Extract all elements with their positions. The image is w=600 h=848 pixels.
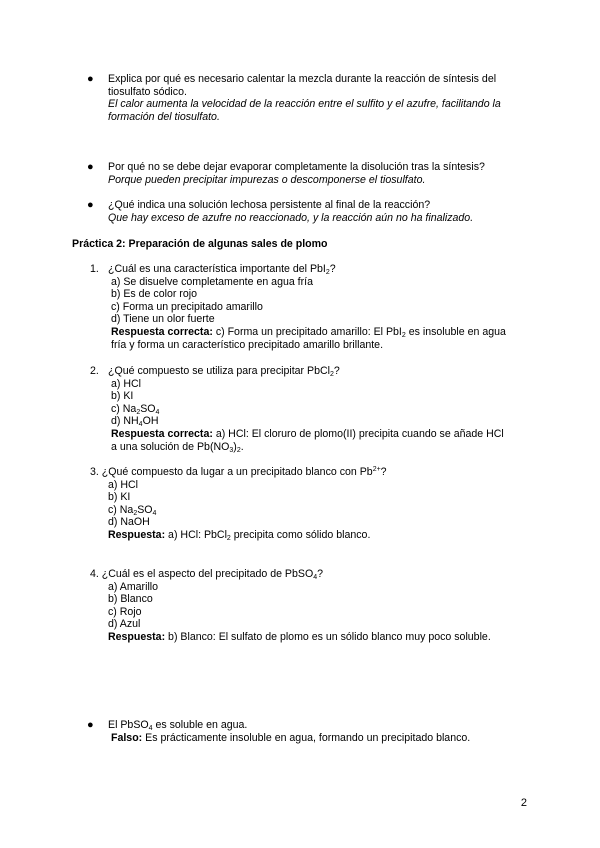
- question-text: ¿Qué compuesto se utiliza para precipitar PbCl$_2$?: [108, 365, 340, 378]
- question-text: 3. ¿Qué compuesto da lugar a un precipitado blanco con $Pb^{2+}$?: [90, 466, 387, 478]
- bullet-marker: ●: [87, 719, 94, 731]
- question-block: [90, 466, 387, 542]
- question-number: 1.: [90, 263, 99, 275]
- option: a) Se disuelve completamente en agua fría: [111, 275, 313, 288]
- option: b) Blanco: [108, 593, 153, 606]
- answer-continued: a una solución de $Pb(NO_3)_2$.: [111, 440, 244, 454]
- answer: Respuesta: a) HCl: PbCl$_2$ precipita como sólido blanco.: [108, 528, 371, 542]
- answer-continued: fría y forma un característico precipitado amarillo brillante.: [111, 338, 384, 351]
- option: d) Tiene un olor fuerte: [111, 313, 215, 326]
- answer: Respuesta: b) Blanco: El sulfato de plomo es un sólido blanco muy poco soluble.: [108, 630, 491, 643]
- question-line: tiosulfato sódico.: [108, 85, 187, 98]
- option: c) $Na_2SO_4$: [111, 402, 160, 416]
- bullet-marker: ●: [87, 199, 94, 211]
- answer-line: Porque pueden precipitar impurezas o descomponerse el tiosulfato.: [108, 173, 426, 186]
- question-line: Por qué no se debe dejar evaporar completamente la disolución tras la síntesis?: [108, 161, 485, 173]
- option: c) Rojo: [108, 605, 142, 618]
- option: a) HCl: [111, 377, 142, 390]
- bullet-question: [108, 199, 473, 224]
- statement-text: El PbSO$_4$ es soluble en agua.: [108, 719, 248, 732]
- question-number: 2.: [90, 365, 99, 377]
- bullet-statement: [108, 719, 470, 744]
- answer-line: formación del tiosulfato.: [108, 110, 220, 123]
- bullet-marker: ●: [87, 161, 94, 173]
- bullet-marker: ●: [87, 73, 94, 85]
- option: a) Amarillo: [108, 580, 159, 593]
- bullet-question: [108, 161, 485, 186]
- option: c) $Na_2SO_4$: [108, 503, 157, 517]
- question-line: Explica por qué es necesario calentar la mezcla durante la reacción de síntesis del: [108, 73, 497, 85]
- option: b) KI: [108, 491, 131, 504]
- question-text: ¿Cuál es una característica importante del PbI$_2$?: [108, 263, 336, 276]
- option: a) HCl: [108, 478, 139, 491]
- option: d) $NH_4OH$: [111, 415, 159, 429]
- answer: Falso: Es prácticamente insoluble en agua, formando un precipitado blanco.: [111, 731, 471, 744]
- question-block: [108, 263, 506, 351]
- section-title: Práctica 2: Preparación de algunas sales de plomo: [72, 238, 328, 250]
- option: d) Azul: [108, 618, 141, 631]
- answer: Respuesta correcta: c) Forma un precipitado amarillo: El PbI$_2$ es insoluble en agua: [111, 325, 506, 339]
- question-line: ¿Qué indica una solución lechosa persistente al final de la reacción?: [108, 199, 431, 211]
- option: b) KI: [111, 390, 134, 403]
- answer: Respuesta correcta: a) HCl: El cloruro de plomo(II) precipita cuando se añade HCl: [111, 427, 504, 440]
- question-text: 4. ¿Cuál es el aspecto del precipitado de PbSO$_4$?: [90, 568, 324, 581]
- page-number: 2: [520, 797, 527, 809]
- question-block: [90, 568, 491, 644]
- option: c) Forma un precipitado amarillo: [111, 300, 263, 313]
- answer-line: El calor aumenta la velocidad de la reacción entre el sulfito y el azufre, facilitando la: [108, 98, 501, 111]
- answer-line: Que hay exceso de azufre no reaccionado, y la reacción aún no ha finalizado.: [108, 211, 474, 224]
- option: b) Es de color rojo: [111, 288, 197, 301]
- question-block: [108, 365, 504, 453]
- option: d) NaOH: [108, 516, 150, 529]
- bullet-question: [108, 73, 501, 123]
